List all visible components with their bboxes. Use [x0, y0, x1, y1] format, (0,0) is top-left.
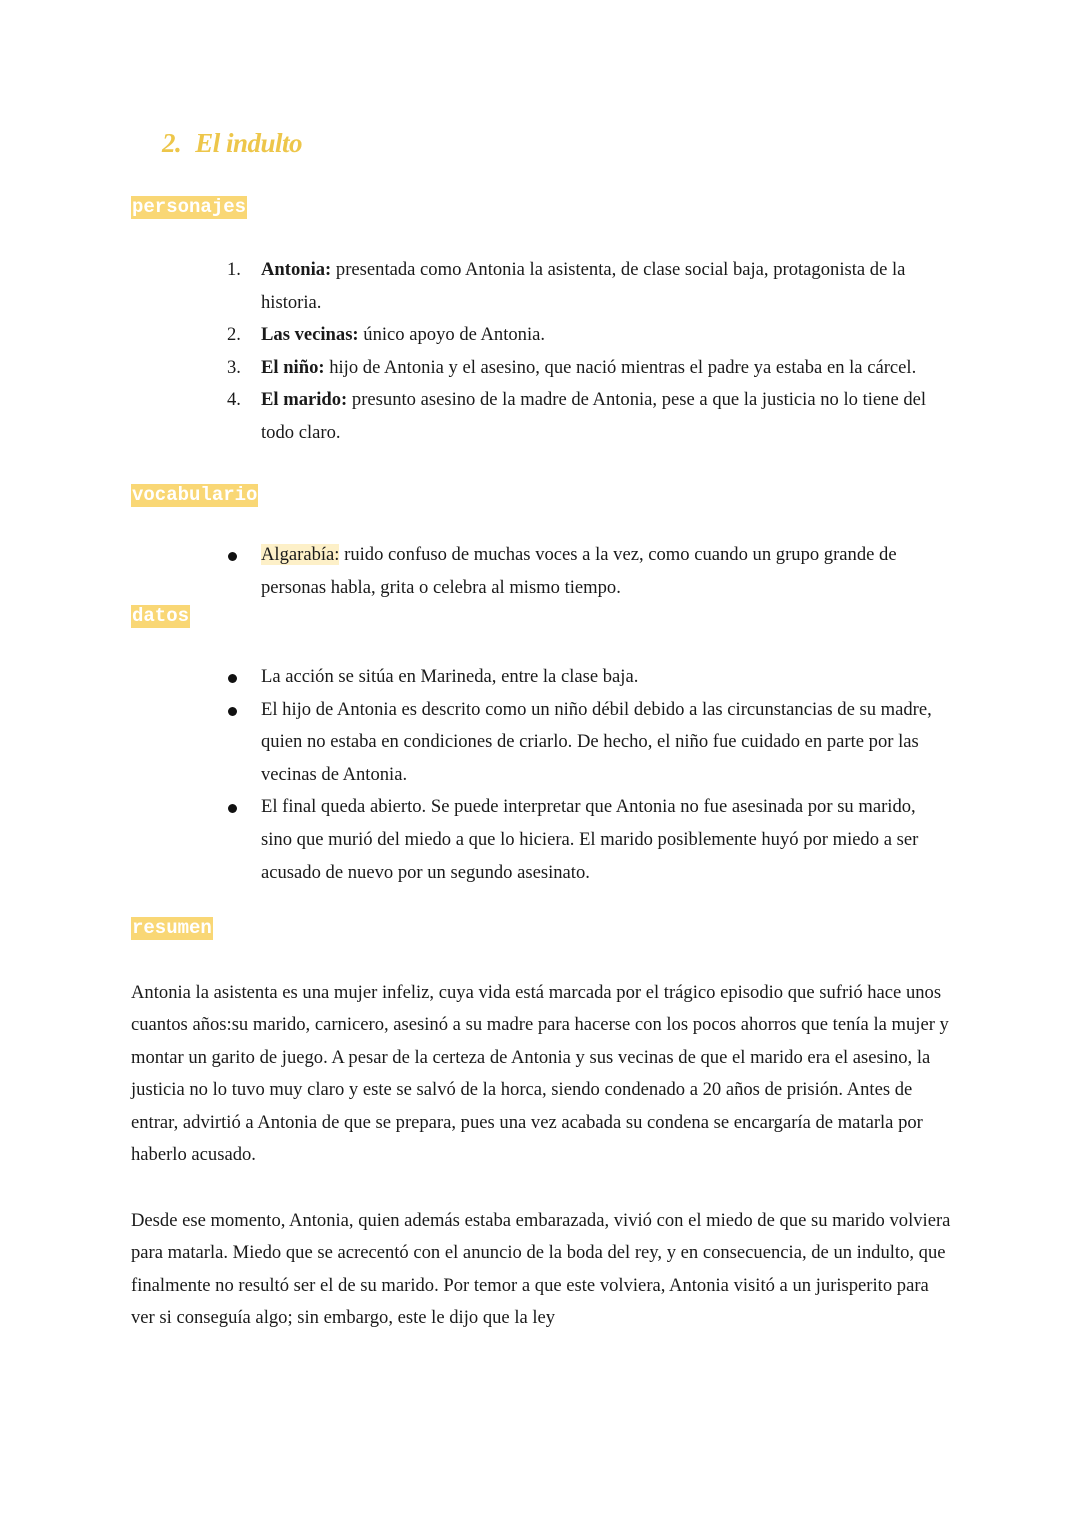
character-desc: presentada como Antonia la asistenta, de clase social baja, protagonista de la historia. [261, 259, 906, 313]
vocabulario-list [222, 539, 948, 604]
list-marker: 3. [227, 356, 241, 378]
dato-text: La acción se sitúa en Marineda, entre la clase baja. [261, 666, 639, 687]
label-datos: datos [132, 605, 190, 627]
character-name: El niño: [261, 356, 325, 378]
list-marker: 4. [227, 389, 241, 411]
list-item [222, 694, 948, 792]
vocab-definition: ruido confuso de muchas voces a la vez, como cuando un grupo grande de personas habla, grita o celebra al mismo tiempo. [261, 544, 897, 598]
list-marker: 1. [227, 259, 241, 280]
character-name: El marido: [261, 389, 348, 411]
list-item [222, 352, 948, 385]
personajes-list [222, 254, 948, 450]
resumen-paragraph: Antonia la asistenta es una mujer infeliz, cuya vida está marcada por el trágico episodio que sufrió hace unos cuantos años:su marido, carnicero, asesinó a su madre para hacerse con los pocos ahorros que tenía la mujer y montar un garito de juego. A pesar de la certeza de Antonia y sus vecinas de que el marido era el asesino, la justicia no lo tuvo muy claro y este se salvó de la horca, siendo condenado a 20 años de prisión. Antes de entrar, advirtió a Antonia de que se prepara, pues una vez acabada su condena se encargaría de matarla por haberlo acusado. [131, 982, 949, 1166]
character-name: Las vecinas: [261, 324, 359, 346]
dato-text: El hijo de Antonia es descrito como un niño débil debido a las circunstancias de su madre, quien no estaba en condiciones de criarlo. De hecho, el niño fue cuidado en parte por las vecinas de Antonia. [261, 698, 932, 785]
character-name: Antonia: [261, 259, 332, 280]
list-item [222, 791, 948, 889]
list-item [222, 384, 948, 449]
list-item [222, 661, 948, 694]
bullet-icon [228, 707, 237, 716]
resumen-paragraph: Desde ese momento, Antonia, quien además estaba embarazada, vivió con el miedo de que su marido volviera para matarla. Miedo que se acrecentó con el anuncio de la boda del rey, y en consecuencia, de un indulto, que finalmente no resultó ser el de su marido. Por temor a que este volviera, Antonia visitó a un jurisperito para ver si conseguía algo; sin embargo, este le dijo que la ley [131, 1210, 951, 1329]
list-item [222, 539, 948, 604]
list-item [222, 254, 948, 319]
section-title [162, 128, 302, 159]
character-desc: presunto asesino de la madre de Antonia, pese a que la justicia no lo tiene del todo claro. [261, 389, 927, 443]
character-desc: hijo de Antonia y el asesino, que nació mientras el padre ya estaba en la cárcel. [324, 356, 917, 378]
label-resumen: resumen [132, 917, 212, 939]
label-vocabulario: vocabulario [132, 484, 258, 506]
datos-list [222, 661, 948, 889]
bullet-icon [228, 674, 237, 683]
list-marker: 2. [227, 324, 241, 346]
section-title-text: El indulto [195, 128, 303, 158]
vocab-term: Algarabía: [261, 544, 340, 565]
bullet-icon [228, 804, 237, 813]
label-personajes: personajes [132, 196, 247, 218]
character-desc: único apoyo de Antonia. [358, 324, 546, 346]
section-number: 2. [162, 128, 182, 158]
list-item [222, 319, 948, 352]
bullet-icon [228, 552, 237, 561]
dato-text: El final queda abierto. Se puede interpretar que Antonia no fue asesinada por su marido, sino que murió del miedo a que lo hiciera. El marido posiblemente huyó por miedo a ser acusado de nuevo por un segundo asesinato. [261, 796, 919, 883]
